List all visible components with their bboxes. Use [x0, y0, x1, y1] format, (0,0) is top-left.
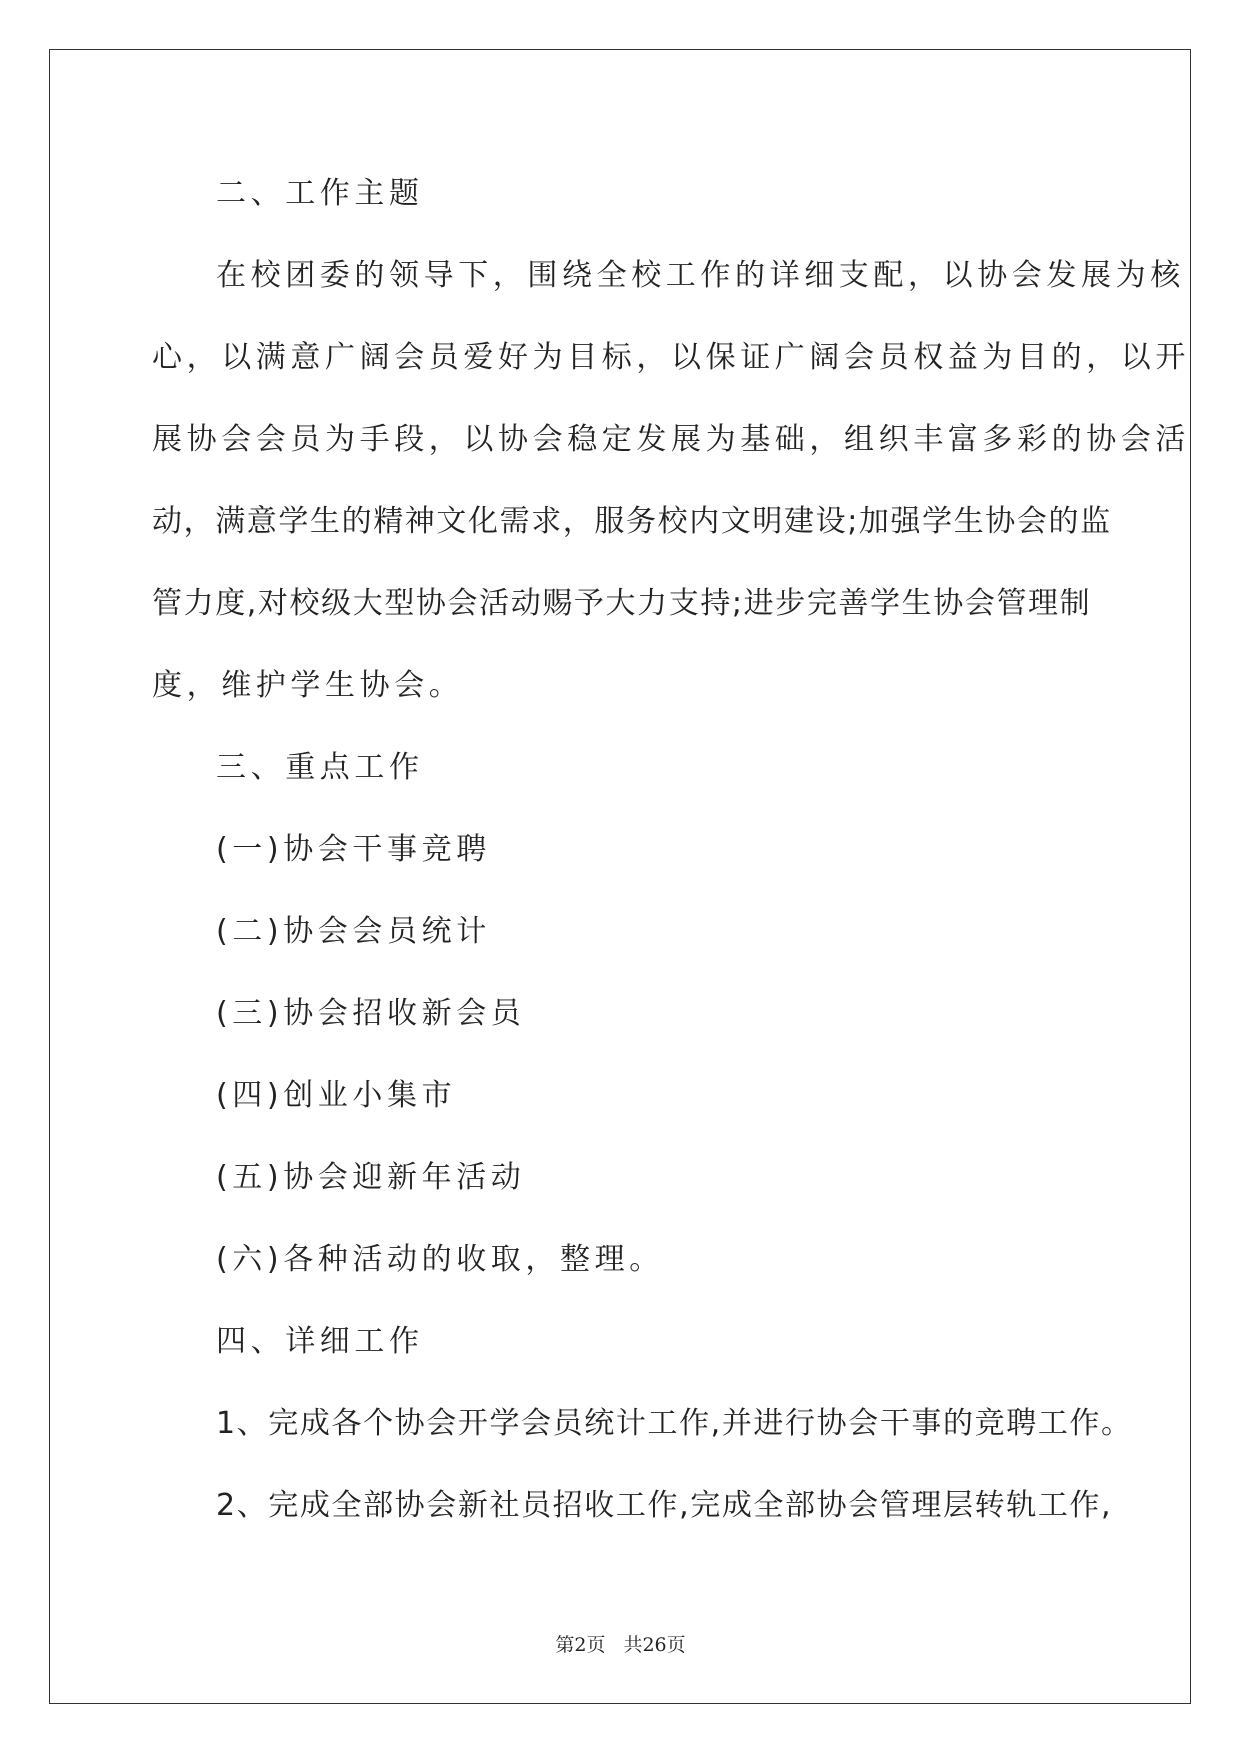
heading-detailed-work: 四、详细工作: [216, 1324, 424, 1359]
paragraph-line: 管力度,对校级大型协会活动赐予大力支持;进步完善学生协会管理制: [152, 586, 1092, 621]
paragraph-line: 展协会会员为手段，以协会稳定发展为基础，组织丰富多彩的协会活: [152, 422, 1190, 457]
paragraph-line: 动，满意学生的精神文化需求，服务校内文明建设;加强学生协会的监: [152, 504, 1112, 539]
footer-total-prefix: 共: [623, 1634, 643, 1656]
paragraph-line: 心，以满意广阔会员爱好为目标，以保证广阔会员权益为目的，以开: [152, 340, 1190, 375]
list-item: (一)协会干事竞聘: [216, 832, 491, 867]
numbered-item: 1、完成各个协会开学会员统计工作,并进行协会干事的竞聘工作。: [216, 1406, 1133, 1441]
paragraph-line: 在校团委的领导下，围绕全校工作的详细支配，以协会发展为核: [216, 258, 1185, 293]
list-item: (六)各种活动的收取，整理。: [216, 1242, 664, 1277]
footer-total-suffix: 页: [666, 1634, 686, 1656]
footer-page-number: 2: [574, 1634, 587, 1656]
list-item: (二)协会会员统计: [216, 914, 491, 949]
heading-key-work: 三、重点工作: [216, 750, 424, 785]
footer-page-suffix: 页: [586, 1634, 606, 1656]
list-item: (四)创业小集市: [216, 1078, 457, 1113]
heading-work-theme: 二、工作主题: [216, 176, 424, 211]
page-footer: [0, 1630, 1241, 1657]
list-item: (三)协会招收新会员: [216, 996, 526, 1031]
footer-total-pages: 26: [642, 1634, 667, 1656]
list-item: (五)协会迎新年活动: [216, 1160, 526, 1195]
numbered-item: 2、完成全部协会新社员招收工作,完成全部协会管理层转轨工作,: [216, 1488, 1113, 1523]
document-body: [152, 153, 1190, 1547]
paragraph-line: 度，维护学生协会。: [152, 668, 464, 703]
footer-prefix: 第: [555, 1634, 575, 1656]
